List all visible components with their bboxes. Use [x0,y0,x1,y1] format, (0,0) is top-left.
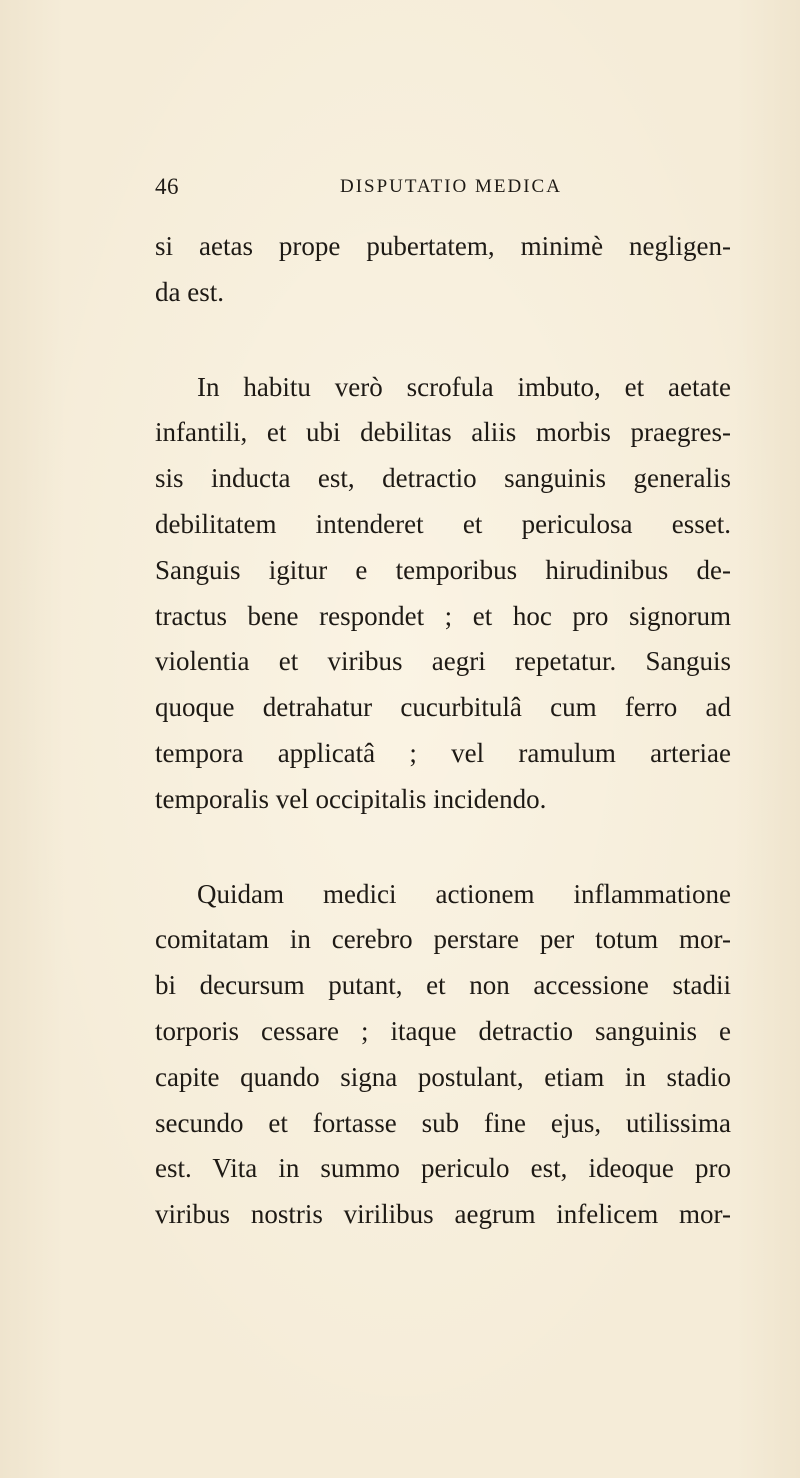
text-line: Sanguis igitur e temporibus hirudinibus de- [155,554,731,585]
text-line: temporalis vel occipitalis incidendo. [155,783,547,814]
running-title: DISPUTATIO MEDICA [340,176,562,197]
text-line: tempora applicatâ ; vel ramulum arteriae [155,737,731,768]
text-line: capite quando signa postulant, etiam in stadio [155,1061,731,1092]
text-line: comitatam in cerebro perstare per totum mor- [155,924,731,955]
body-text [155,224,731,1238]
text-line: est. Vita in summo periculo est, ideoque pro [155,1153,731,1184]
text-line: da est. [155,276,224,307]
text-line: Quidam medici actionem inflammatione [197,878,731,909]
text-line: sis inducta est, detractio sanguinis generalis [155,463,731,494]
text-line: secundo et fortasse sub fine ejus, utilissima [155,1107,731,1138]
page-number: 46 [155,174,179,199]
text-line: In habitu verò scrofula imbuto, et aetate [197,371,731,402]
text-line: si aetas prope pubertatem, minimè negligen- [155,231,731,261]
text-line: quoque detrahatur cucurbitulâ cum ferro ad [155,692,731,723]
paragraph-2 [155,365,731,823]
paragraph-1 [155,224,731,316]
text-line: bi decursum putant, et non accessione stadii [155,970,731,1001]
text-line: debilitatem intenderet et periculosa esset. [155,508,731,539]
text-line: viribus nostris virilibus aegrum infelicem mor- [155,1199,731,1230]
text-line: torporis cessare ; itaque detractio sanguinis e [155,1015,731,1046]
page-header [155,174,675,204]
paragraph-3 [155,872,731,1238]
text-line: tractus bene respondet ; et hoc pro signorum [155,600,731,631]
text-line: infantili, et ubi debilitas aliis morbis praegres- [155,417,731,448]
text-line: violentia et viribus aegri repetatur. Sanguis [155,646,731,677]
